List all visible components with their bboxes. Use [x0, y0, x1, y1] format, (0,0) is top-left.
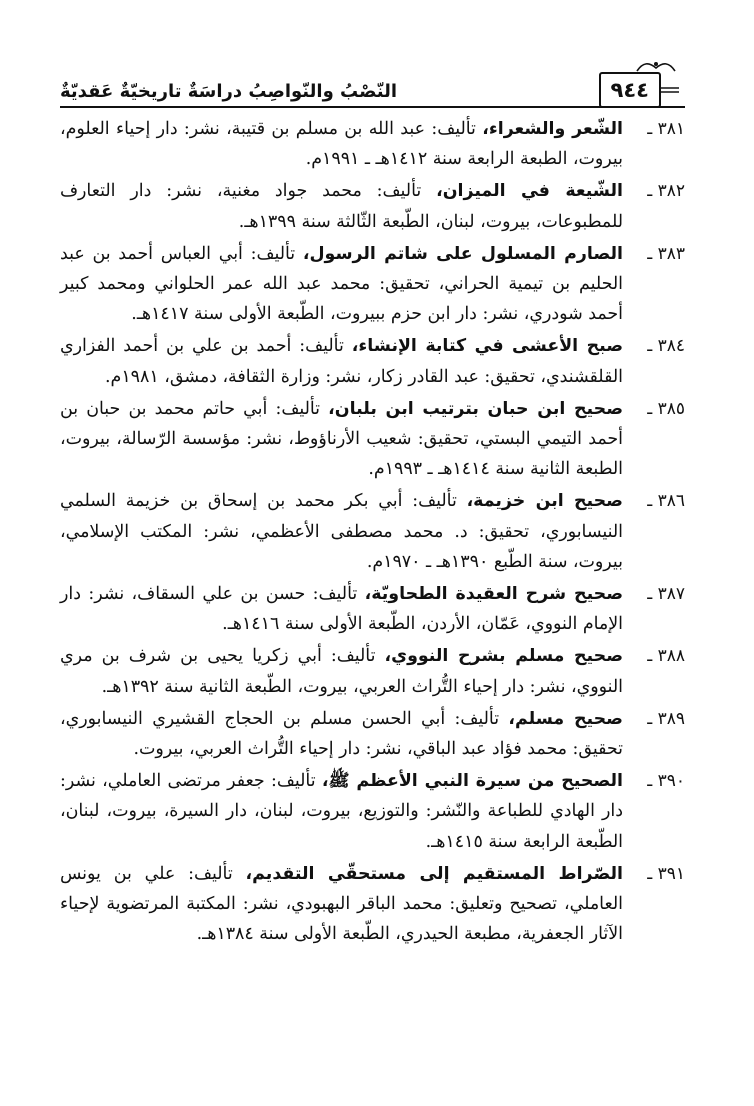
entry-number: ٣٩٠ ـ [647, 771, 685, 792]
entry-details: تأليف: أبي بكر محمد بن إسحاق بن خزيمة السلمي النيسابوري، تحقيق: د. محمد مصطفى الأعظمي، نشر: المكتب الإسلامي، بيروت، سنة الطّبع ١٣٩٠هـ ـ ١٩٧٠م. [60, 491, 623, 572]
entry-body [60, 766, 623, 857]
bibliography-list [60, 114, 685, 949]
entry-title: الشّعر والشعراء، [482, 119, 624, 139]
entry-title: صحيح مسلم بشرح النووي، [384, 646, 623, 667]
entry-number: ٣٨١ ـ [647, 119, 685, 139]
bibliography-entry [60, 766, 685, 857]
bibliography-entry [60, 704, 685, 764]
entry-details: تأليف: علي بن يونس العاملي، تصحيح وتعليق: محمد الباقر البهبودي، نشر: المكتبة المرتضوية لإحياء الآثار الجعفرية، مطبعة الحيدري، الطّبعة الأولى سنة ١٣٨٤هـ. [60, 863, 623, 945]
entry-details: تأليف: محمد جواد مغنية، نشر: دار التعارف للمطبوعات، بيروت، لبنان، الطّبعة الثّالثة سنة ١٣٩٩هـ. [60, 181, 623, 232]
bibliography-entry [60, 859, 685, 950]
entry-body [60, 486, 623, 577]
entry-number: ٣٨٥ ـ [647, 398, 685, 419]
entry-body [60, 704, 623, 764]
entry-details: تأليف: عبد الله بن مسلم بن قتيبة، نشر: دار إحياء العلوم، بيروت، الطبعة الرابعة سنة ١٤١٢هـ ـ ١٩٩١م. [60, 119, 623, 170]
bibliography-entry [60, 176, 685, 236]
entry-details: تأليف: جعفر مرتضى العاملي، نشر: دار الهادي للطباعة والنّشر: والتوزيع، بيروت، لبنان، دار السيرة، بيروت، لبنان، الطّبعة الرابعة سنة ١٤١٥هـ. [60, 771, 623, 852]
entry-body [60, 114, 623, 174]
page-number-box [599, 72, 685, 108]
bibliography-entry [60, 114, 685, 174]
entry-body [60, 331, 623, 391]
bibliography-entry [60, 486, 685, 577]
entry-title: الصّراط المستقيم إلى مستحقّي التقديم، [245, 863, 623, 884]
entry-body [60, 641, 623, 701]
bibliography-entry [60, 579, 685, 639]
entry-title: صحيح مسلم، [508, 708, 623, 729]
entry-number: ٣٨٢ ـ [647, 181, 685, 202]
page-header [60, 70, 685, 108]
entry-details: تأليف: حسن بن علي السقاف، نشر: دار الإمام النووي، عَمّان، الأردن، الطّبعة الأولى سنة ١٤١٦هـ. [60, 584, 623, 635]
entry-number: ٣٨٩ ـ [647, 708, 685, 729]
entry-details: تأليف: أبي زكريا يحيى بن شرف بن مري النووي، نشر: دار إحياء التُّراث العربي، بيروت، الطّبعة الثانية سنة ١٣٩٢هـ. [60, 646, 623, 697]
entry-details: تأليف: أبي حاتم محمد بن حبان بن أحمد التيمي البستي، تحقيق: شعيب الأرناؤوط، نشر: مؤسسة الرّسالة، بيروت، الطبعة الثانية سنة ١٤١٤هـ ـ ١٩٩٣م. [60, 398, 623, 480]
entry-details: تأليف: أبي الحسن مسلم بن الحجاج القشيري النيسابوري، تحقيق: محمد فؤاد عبد الباقي، نشر: دار إحياء التُّراث العربي، بيروت. [60, 708, 623, 760]
entry-number: ٣٨٧ ـ [647, 584, 685, 605]
page-number-ornament [635, 60, 677, 72]
entry-body [60, 394, 623, 485]
entry-number: ٣٨٨ ـ [647, 646, 685, 667]
entry-title: صحيح ابن حبان بترتيب ابن بلبان، [328, 398, 623, 419]
entry-body [60, 176, 623, 236]
entry-title: الشّيعة في الميزان، [436, 181, 623, 202]
entry-number: ٣٨٣ ـ [647, 243, 685, 264]
entry-title: صحيح شرح العقيدة الطحاويّة، [364, 584, 624, 605]
entry-details: تأليف: أبي العباس أحمد بن عبد الحليم بن تيمية الحراني، تحقيق: محمد عبد الله عمر الحلواني ومحمد كبير أحمد شودري، نشر: دار ابن حزم ببيروت، الطّبعة الأولى سنة ١٤١٧هـ. [60, 243, 623, 325]
entry-number: ٣٨٦ ـ [647, 491, 685, 512]
page-number: ٩٤٤ [599, 72, 661, 108]
book-page [60, 70, 685, 951]
entry-number: ٣٨٤ ـ [647, 336, 685, 357]
entry-title: الصارم المسلول على شاتم الرسول، [302, 243, 624, 264]
entry-body [60, 239, 623, 330]
entry-body [60, 859, 623, 950]
header-dash-ornament [661, 86, 679, 94]
bibliography-entry [60, 641, 685, 701]
running-title: النّصْبُ والنّواصِبُ دراسَةٌ تاريخيّةٌ عَقديّةٌ [60, 81, 398, 102]
entry-title: صبح الأعشى في كتابة الإنشاء، [351, 336, 624, 357]
entry-title: الصحيح من سيرة النبي الأعظم ﷺ، [321, 771, 623, 792]
bibliography-entry [60, 331, 685, 391]
bibliography-entry [60, 394, 685, 485]
entry-details: تأليف: أحمد بن علي بن أحمد الفزاري القلقشندي، تحقيق: عبد القادر زكار، نشر: وزارة الثقافة، دمشق، ١٩٨١م. [60, 336, 623, 387]
entry-title: صحيح ابن خزيمة، [466, 491, 623, 512]
bibliography-entry [60, 239, 685, 330]
entry-body [60, 579, 623, 639]
entry-number: ٣٩١ ـ [647, 863, 685, 884]
